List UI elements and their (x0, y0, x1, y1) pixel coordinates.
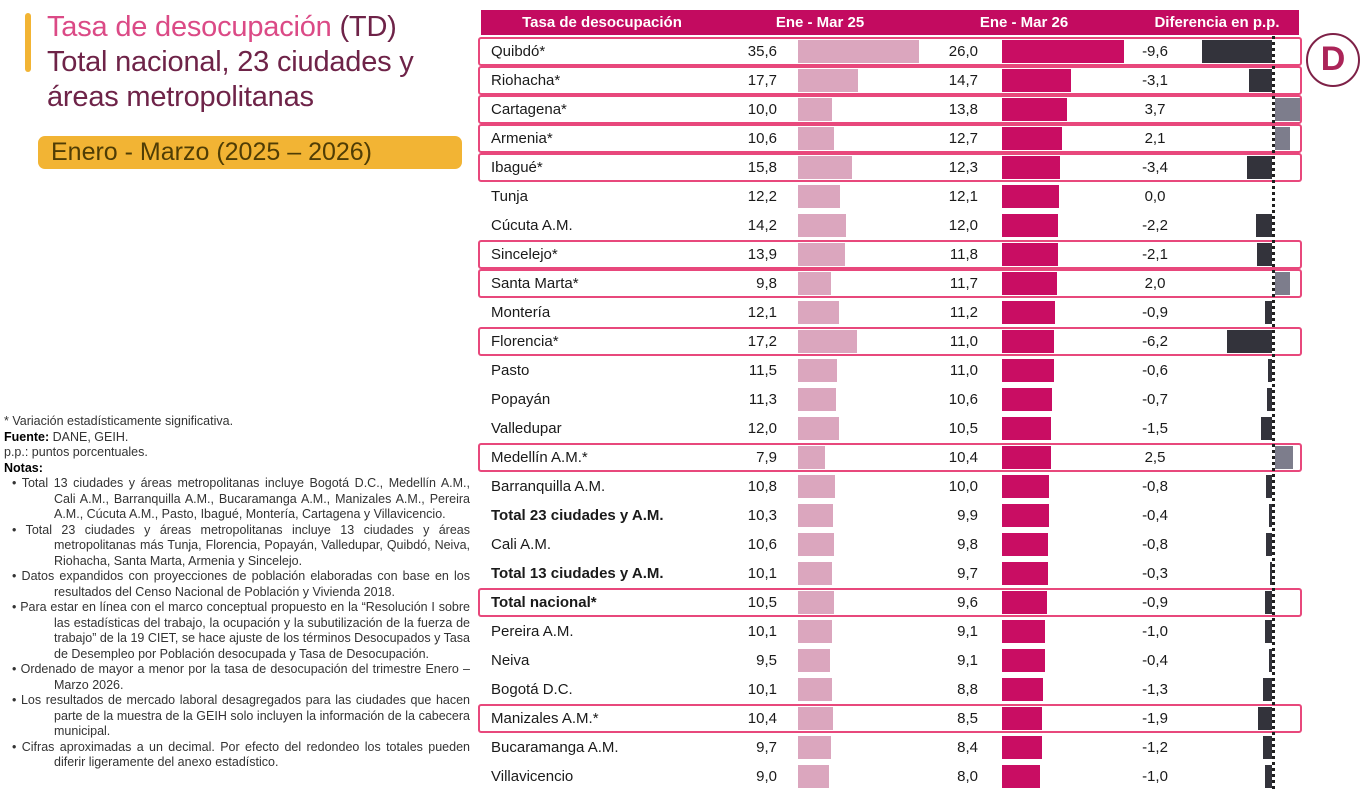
bar-ene-mar-26 (1002, 504, 1049, 527)
bar-diff (1265, 591, 1272, 614)
bar-diff (1257, 243, 1272, 266)
row-label: Valledupar (491, 420, 562, 437)
bar-ene-mar-25 (798, 446, 825, 469)
value-ene-mar-25: 10,4 (747, 710, 777, 727)
zero-axis-dashed-line (1272, 36, 1275, 789)
value-ene-mar-26: 12,0 (948, 217, 978, 234)
value-ene-mar-26: 8,0 (957, 768, 978, 785)
value-ene-mar-25: 17,2 (747, 333, 777, 350)
row-label: Cartagena* (491, 101, 567, 118)
value-ene-mar-26: 11,8 (949, 246, 978, 263)
value-ene-mar-26: 9,6 (957, 594, 978, 611)
table-row (481, 185, 1299, 208)
bar-ene-mar-26 (1002, 620, 1045, 643)
value-ene-mar-26: 8,4 (957, 739, 978, 756)
bar-diff (1275, 98, 1302, 121)
bar-ene-mar-26 (1002, 98, 1067, 121)
row-label: Tunja (491, 188, 528, 205)
value-ene-mar-26: 8,8 (957, 681, 978, 698)
period-badge: Enero - Marzo (2025 – 2026) (38, 136, 462, 169)
bar-ene-mar-26 (1002, 359, 1054, 382)
value-ene-mar-25: 10,6 (747, 536, 777, 553)
note-item: • Total 23 ciudades y áreas metropolitanas incluye 13 ciudades y áreas metropolitanas más Tunja, Florencia, Popayán, Valledupar, Quibdó, Neiva, Riohacha, Santa Marta, Armenia y Sincelejo. (4, 523, 470, 570)
value-ene-mar-25: 10,3 (747, 507, 777, 524)
value-ene-mar-25: 12,1 (747, 304, 777, 321)
value-diff: -0,4 (1142, 507, 1168, 524)
value-ene-mar-25: 17,7 (747, 72, 777, 89)
note-item: • Los resultados de mercado laboral desagregados para las ciudades que hacen parte de la muestra de la GEIH solo incluyen la información de la cabecera municipal. (4, 693, 470, 740)
table-row (481, 736, 1299, 759)
value-ene-mar-25: 35,6 (747, 43, 777, 60)
value-diff: 2,0 (1144, 275, 1166, 292)
title-accent-bar (25, 13, 31, 72)
value-ene-mar-25: 10,1 (747, 623, 777, 640)
table-row (481, 243, 1299, 266)
table-row (481, 620, 1299, 643)
bar-ene-mar-26 (1002, 301, 1055, 324)
bar-diff (1265, 301, 1272, 324)
table-row (481, 98, 1299, 121)
column-header-city: Tasa de desocupación (522, 14, 682, 31)
value-diff: -0,9 (1142, 304, 1168, 321)
bar-ene-mar-26 (1002, 388, 1052, 411)
value-diff: -0,9 (1142, 594, 1168, 611)
value-diff: -1,0 (1142, 623, 1168, 640)
bar-diff (1202, 40, 1272, 63)
notes-label: Notas: (4, 460, 43, 475)
value-ene-mar-26: 14,7 (948, 72, 978, 89)
value-ene-mar-25: 9,7 (756, 739, 777, 756)
table-row (481, 533, 1299, 556)
bar-ene-mar-25 (798, 359, 837, 382)
bar-ene-mar-25 (798, 678, 832, 701)
value-ene-mar-26: 12,3 (948, 159, 978, 176)
value-diff: -0,7 (1142, 391, 1168, 408)
row-label: Villavicencio (491, 768, 574, 785)
bar-ene-mar-25 (798, 69, 858, 92)
row-label: Pereira A.M. (491, 623, 574, 640)
value-ene-mar-26: 9,1 (957, 623, 978, 640)
bar-diff (1249, 69, 1272, 92)
value-ene-mar-25: 9,8 (756, 275, 777, 292)
row-label: Bucaramanga A.M. (491, 739, 619, 756)
bar-ene-mar-25 (798, 765, 829, 788)
bar-diff (1275, 127, 1290, 150)
row-label: Cúcuta A.M. (491, 217, 573, 234)
source-value: DANE, GEIH. (49, 429, 129, 444)
notes-list (4, 476, 470, 771)
note-item: • Datos expandidos con proyecciones de población elaboradas con base en los resultados del Censo Nacional de Población y Vivienda 2018. (4, 569, 470, 600)
value-diff: -1,5 (1142, 420, 1168, 437)
title-suffix: (TD) (331, 11, 397, 43)
value-diff: 0,0 (1144, 188, 1166, 205)
value-ene-mar-26: 26,0 (948, 43, 978, 60)
value-diff: -0,8 (1142, 536, 1168, 553)
value-ene-mar-25: 10,8 (747, 478, 777, 495)
table-row (481, 678, 1299, 701)
bar-ene-mar-26 (1002, 562, 1048, 585)
row-label: Sincelejo* (491, 246, 558, 263)
value-ene-mar-25: 13,9 (747, 246, 777, 263)
value-ene-mar-25: 9,5 (756, 652, 777, 669)
value-diff: -1,9 (1142, 710, 1168, 727)
value-ene-mar-26: 11,7 (949, 275, 978, 292)
table-row (481, 446, 1299, 469)
row-label: Medellín A.M.* (491, 449, 588, 466)
pp-note: p.p.: puntos porcentuales. (4, 445, 148, 459)
dane-logo (1306, 33, 1360, 87)
table-row (481, 591, 1299, 614)
bar-ene-mar-25 (798, 417, 839, 440)
bar-ene-mar-26 (1002, 417, 1051, 440)
bar-ene-mar-26 (1002, 591, 1047, 614)
table-row (481, 707, 1299, 730)
value-ene-mar-25: 11,5 (748, 362, 777, 379)
value-ene-mar-26: 11,2 (949, 304, 978, 321)
source-label: Fuente: (4, 429, 50, 444)
value-ene-mar-26: 12,7 (948, 130, 978, 147)
row-label: Montería (491, 304, 551, 321)
note-item: • Total 13 ciudades y áreas metropolitanas incluye Bogotá D.C., Medellín A.M., Cali A.M., Barranquilla A.M., Bucaramanga A.M., Manizales A.M., Pereira A.M., Cúcuta A.M., Pasto, Ibagué, Montería, Cartagena y Villavicencio. (4, 476, 470, 523)
row-label: Armenia* (491, 130, 553, 147)
value-ene-mar-26: 13,8 (948, 101, 978, 118)
table-row (481, 69, 1299, 92)
bar-ene-mar-26 (1002, 272, 1057, 295)
bar-diff (1263, 678, 1273, 701)
bar-ene-mar-25 (798, 504, 833, 527)
bar-ene-mar-25 (798, 736, 831, 759)
footnotes (4, 414, 470, 771)
table-row (481, 417, 1299, 440)
bar-ene-mar-25 (798, 185, 840, 208)
value-diff: -1,0 (1142, 768, 1168, 785)
bar-diff (1258, 707, 1272, 730)
row-label: Ibagué* (491, 159, 543, 176)
value-ene-mar-26: 11,0 (949, 333, 978, 350)
value-ene-mar-25: 10,1 (747, 565, 777, 582)
value-ene-mar-26: 9,7 (957, 565, 978, 582)
bar-ene-mar-26 (1002, 707, 1042, 730)
row-label: Barranquilla A.M. (491, 478, 606, 495)
row-label: Bogotá D.C. (491, 681, 573, 698)
table-row (481, 475, 1299, 498)
value-ene-mar-26: 9,9 (957, 507, 978, 524)
value-ene-mar-25: 15,8 (747, 159, 777, 176)
bar-ene-mar-26 (1002, 446, 1051, 469)
bar-ene-mar-25 (798, 388, 836, 411)
bar-ene-mar-25 (798, 127, 834, 150)
value-diff: -1,3 (1142, 681, 1168, 698)
value-ene-mar-26: 9,1 (957, 652, 978, 669)
value-diff: 2,5 (1144, 449, 1166, 466)
table-row (481, 127, 1299, 150)
value-ene-mar-25: 10,5 (747, 594, 777, 611)
bar-ene-mar-26 (1002, 214, 1058, 237)
bar-diff (1261, 417, 1272, 440)
bar-ene-mar-25 (798, 330, 857, 353)
note-item: • Para estar en línea con el marco conceptual propuesto en la “Resolución I sobre las estadísticas del trabajo, la ocupación y la subutilización de la fuerza de trabajo” de la 19 CIET, se hace ajuste de los términos Desocupados y Tasa de Desempleo por Población desocupada y Tasa de Desocupación. (4, 600, 470, 662)
column-header-diferencia: Diferencia en p.p. (1154, 14, 1280, 31)
table-row (481, 214, 1299, 237)
bar-ene-mar-25 (798, 214, 846, 237)
table-row (481, 649, 1299, 672)
value-diff: -2,2 (1142, 217, 1168, 234)
row-label: Cali A.M. (491, 536, 552, 553)
bar-ene-mar-26 (1002, 243, 1058, 266)
significance-note: * Variación estadísticamente significativa. (4, 414, 234, 428)
value-diff: -0,4 (1142, 652, 1168, 669)
bar-ene-mar-26 (1002, 736, 1042, 759)
row-label: Santa Marta* (491, 275, 579, 292)
value-ene-mar-26: 9,8 (957, 536, 978, 553)
table-row (481, 330, 1299, 353)
value-ene-mar-25: 10,6 (747, 130, 777, 147)
value-diff: -0,6 (1142, 362, 1168, 379)
bar-diff (1247, 156, 1272, 179)
value-ene-mar-25: 9,0 (756, 768, 777, 785)
table-row (481, 272, 1299, 295)
title-line-1 (47, 10, 487, 45)
bar-ene-mar-25 (798, 591, 834, 614)
bar-ene-mar-26 (1002, 649, 1045, 672)
row-label: Quibdó* (491, 43, 546, 60)
bar-ene-mar-26 (1002, 533, 1048, 556)
bar-ene-mar-26 (1002, 678, 1043, 701)
value-diff: -0,8 (1142, 478, 1168, 495)
row-label: Pasto (491, 362, 530, 379)
column-header-ene-mar-26: Ene - Mar 26 (979, 14, 1069, 31)
bar-diff (1227, 330, 1272, 353)
value-ene-mar-26: 11,0 (949, 362, 978, 379)
value-diff: -3,4 (1142, 159, 1168, 176)
value-ene-mar-25: 10,0 (747, 101, 777, 118)
title-line-3: áreas metropolitanas (47, 81, 314, 113)
bar-ene-mar-25 (798, 649, 830, 672)
source-note (4, 430, 470, 446)
note-item: • Ordenado de mayor a menor por la tasa de desocupación del trimestre Enero – Marzo 2026. (4, 662, 470, 693)
page-title (47, 10, 487, 115)
row-label: Popayán (491, 391, 551, 408)
bar-ene-mar-25 (798, 272, 831, 295)
bar-ene-mar-25 (798, 620, 832, 643)
row-label: Manizales A.M.* (491, 710, 599, 727)
row-label: Total 13 ciudades y A.M. (491, 565, 664, 582)
value-diff: -0,3 (1142, 565, 1168, 582)
value-ene-mar-26: 10,4 (948, 449, 978, 466)
table-row (481, 504, 1299, 527)
note-item: • Cifras aproximadas a un decimal. Por efecto del redondeo los totales pueden diferir ligeramente del anexo estadístico. (4, 740, 470, 771)
bar-ene-mar-25 (798, 301, 839, 324)
bar-diff (1263, 736, 1272, 759)
bar-ene-mar-25 (798, 475, 835, 498)
table-row (481, 359, 1299, 382)
bar-ene-mar-25 (798, 707, 833, 730)
value-ene-mar-25: 12,2 (747, 188, 777, 205)
table-row (481, 562, 1299, 585)
value-ene-mar-26: 8,5 (957, 710, 978, 727)
bar-diff (1275, 272, 1290, 295)
title-line-2: Total nacional, 23 ciudades y (47, 46, 414, 78)
row-label: Total 23 ciudades y A.M. (491, 507, 664, 524)
row-label: Florencia* (491, 333, 559, 350)
value-ene-mar-26: 10,5 (948, 420, 978, 437)
table-row (481, 156, 1299, 179)
value-ene-mar-25: 10,1 (747, 681, 777, 698)
value-diff: 3,7 (1144, 101, 1166, 118)
table-rows (481, 0, 1299, 795)
bar-diff (1256, 214, 1272, 237)
bar-ene-mar-25 (798, 533, 834, 556)
bar-ene-mar-26 (1002, 127, 1062, 150)
dane-logo-letter: D (1320, 40, 1346, 78)
bar-ene-mar-26 (1002, 765, 1040, 788)
value-ene-mar-26: 12,1 (948, 188, 978, 205)
bar-ene-mar-25 (798, 156, 852, 179)
bar-ene-mar-25 (798, 243, 845, 266)
value-diff: 2,1 (1144, 130, 1166, 147)
value-diff: -3,1 (1142, 72, 1168, 89)
row-label: Riohacha* (491, 72, 561, 89)
bar-diff (1275, 446, 1293, 469)
value-diff: -1,2 (1142, 739, 1168, 756)
bar-ene-mar-26 (1002, 69, 1071, 92)
value-ene-mar-25: 7,9 (756, 449, 777, 466)
value-diff: -2,1 (1142, 246, 1168, 263)
bar-diff (1265, 620, 1272, 643)
bar-ene-mar-26 (1002, 156, 1060, 179)
row-label: Total nacional* (491, 594, 597, 611)
bar-ene-mar-26 (1002, 475, 1049, 498)
value-ene-mar-25: 11,3 (748, 391, 777, 408)
table-row (481, 388, 1299, 411)
table-row (481, 765, 1299, 788)
bar-ene-mar-26 (1002, 185, 1059, 208)
column-header-ene-mar-25: Ene - Mar 25 (775, 14, 865, 31)
value-ene-mar-26: 10,0 (948, 478, 978, 495)
value-diff: -6,2 (1142, 333, 1168, 350)
value-ene-mar-26: 10,6 (948, 391, 978, 408)
bar-ene-mar-25 (798, 98, 832, 121)
title-main: Tasa de desocupación (47, 11, 332, 43)
table-row (481, 301, 1299, 324)
value-diff: -9,6 (1142, 43, 1168, 60)
value-ene-mar-25: 12,0 (747, 420, 777, 437)
row-label: Neiva (491, 652, 530, 669)
table-row (481, 40, 1299, 63)
bar-diff (1265, 765, 1272, 788)
bar-ene-mar-26 (1002, 330, 1054, 353)
bar-ene-mar-25 (798, 562, 832, 585)
value-ene-mar-25: 14,2 (747, 217, 777, 234)
